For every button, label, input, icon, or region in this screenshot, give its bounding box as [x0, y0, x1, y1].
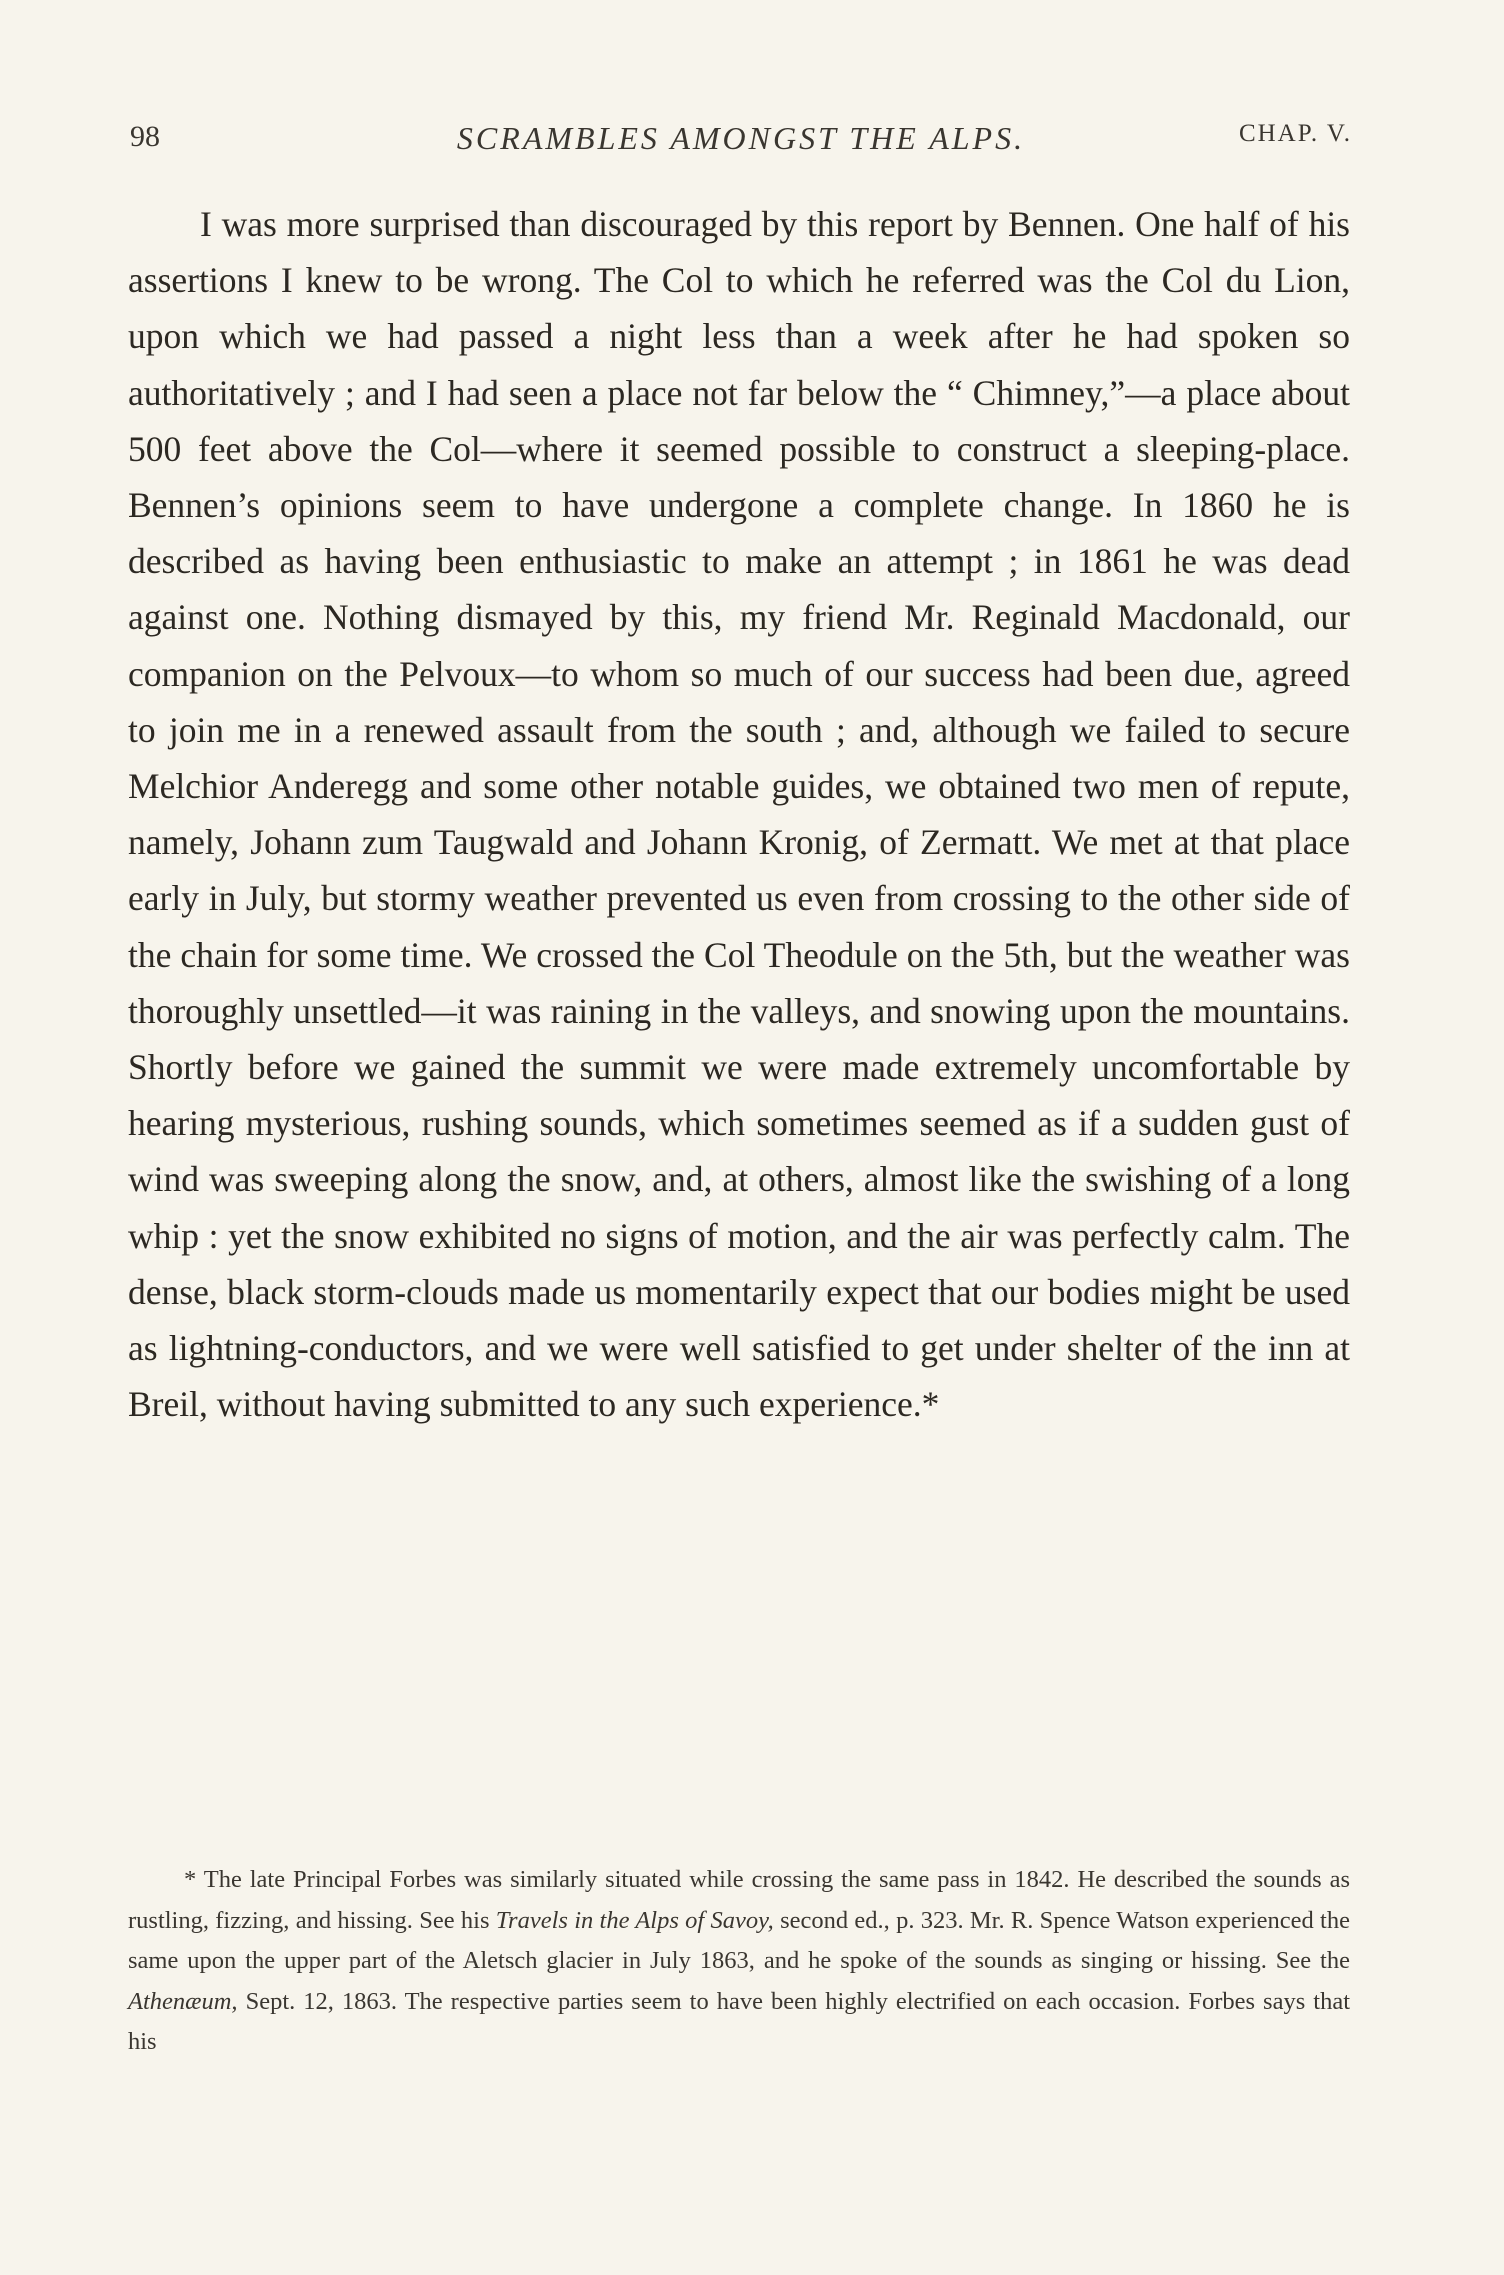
- chapter-label: CHAP. V.: [1238, 120, 1352, 147]
- body-paragraph: I was more surprised than discouraged by this report by Bennen. One half of his assertions I knew to be wrong. The Col to which he referred was the Col du Lion, upon which we had passed a night less than a week after he had spoken so authoritatively ; and I had seen a place not far below the “ Chimney,”—a place about 500 feet above the Col—where it seemed possible to construct a sleeping-place. Bennen’s opinions seem to have undergone a complete change. In 1860 he is described as having been enthusiastic to make an attempt ; in 1861 he was dead against one. Nothing dismayed by this, my friend Mr. Reginald Macdonald, our companion on the Pelvoux—to whom so much of our success had been due, agreed to join me in a renewed assault from the south ; and, although we failed to secure Melchior Anderegg and some other notable guides, we obtained two men of repute, namely, Johann zum Taugwald and Johann Kronig, of Zermatt. We met at that place early in July, but stormy weather prevented us even from crossing to the other side of the chain for some time. We crossed the Col Theodule on the 5th, but the weather was thoroughly unsettled—it was raining in the valleys, and snowing upon the mountains. Shortly before we gained the summit we were made extremely uncomfortable by hearing mysterious, rushing sounds, which sometimes seemed as if a sudden gust of wind was sweeping along the snow, and, at others, almost like the swishing of a long whip : yet the snow exhibited no signs of motion, and the air was perfectly calm. The dense, black storm-clouds made us momentarily expect that our bodies might be used as lightning-conductors, and we were well satisfied to get under shelter of the inn at Breil, without having submitted to any such experience.*: [128, 204, 1350, 1425]
- footnote: [128, 1860, 1350, 2063]
- page-number: 98: [130, 120, 160, 153]
- footnote-text-1: * The late Principal Forbes was similarly situated while crossing the same pass in 1842. He described the sounds as rustling, fizzing, and hissing. See his: [128, 1866, 1350, 1934]
- footnote-book-title: Travels in the Alps of Savoy,: [495, 1906, 774, 1934]
- footnote-periodical-title: Athenæum,: [128, 1987, 238, 2015]
- running-head: [130, 120, 1352, 160]
- book-title: SCRAMBLES AMONGST THE ALPS.: [456, 120, 1026, 156]
- footnote-text-2: second ed., p. 323. Mr. R. Spence Watson experienced the same upon the upper part of the Aletsch glacier in July 1863, and he spoke of the sounds as singing or hissing. See the: [128, 1906, 1350, 1974]
- footnote-text-3: Sept. 12, 1863. The respective parties seem to have been highly electrified on each occasion. Forbes says that his: [128, 1987, 1350, 2055]
